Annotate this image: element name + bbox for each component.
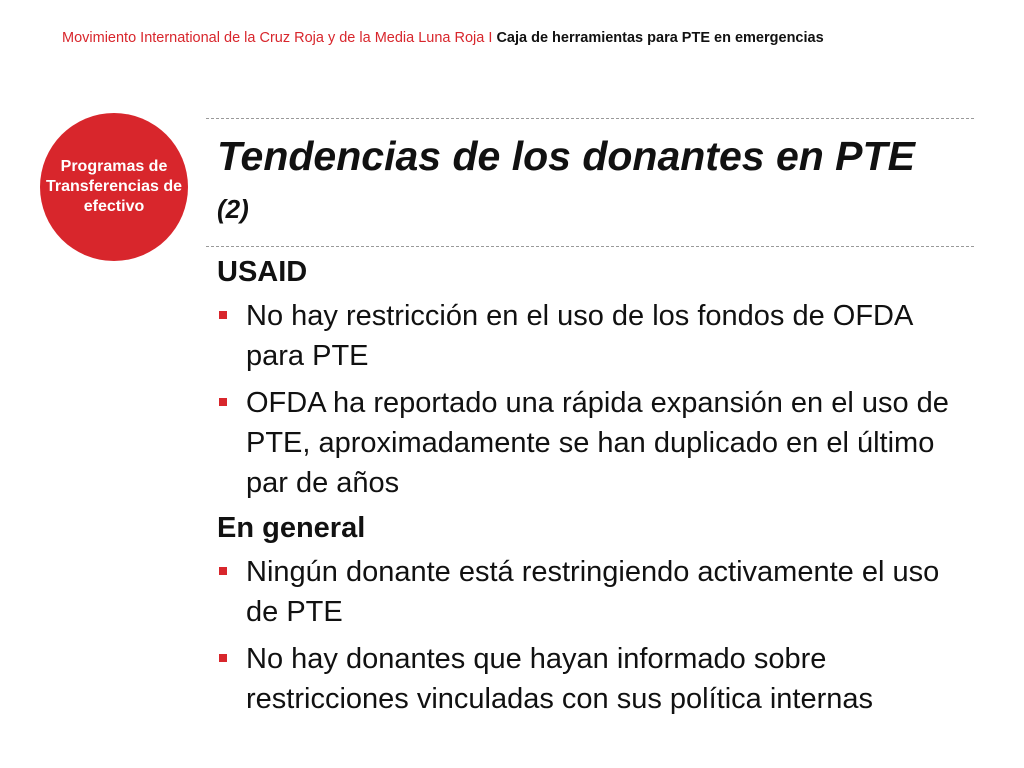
slide-header [62,28,982,48]
bullet-item [217,639,977,719]
section-heading-general: En general [217,512,366,544]
bullet-item [217,383,977,503]
square-bullet-icon [219,654,227,662]
square-bullet-icon [219,311,227,319]
slide-title-suffix: (2) [217,194,249,224]
square-bullet-icon [219,567,227,575]
square-bullet-icon [219,398,227,406]
title-bottom-divider [206,246,974,247]
bullet-text: OFDA ha reportado una rápida expansión en el uso de PTE, aproximadamente se han duplicado en el último par de años [246,387,949,499]
organization-name: Movimiento International de la Cruz Roja y de la Media Luna Roja [62,30,485,46]
topic-badge [40,113,188,261]
title-top-divider [206,118,974,119]
slide-title-main: Tendencias de los donantes en PTE [217,133,915,179]
toolkit-name: Caja de herramientas para PTE en emergencias [496,30,824,46]
bullet-text: No hay donantes que hayan informado sobre restricciones vinculadas con sus política internas [246,643,874,715]
bullet-item [217,552,977,632]
bullet-list-usaid [217,296,977,503]
bullet-text: No hay restricción en el uso de los fondos de OFDA para PTE [246,300,912,372]
bullet-item [217,296,977,376]
slide-content [217,254,977,726]
topic-badge-label: Programas de Transferencias de efectivo [45,158,183,215]
slide-title [217,132,957,233]
header-separator: I [488,30,493,46]
bullet-text: Ningún donante está restringiendo activamente el uso de PTE [246,556,940,628]
bullet-list-general [217,552,977,719]
section-heading-usaid: USAID [217,256,308,288]
